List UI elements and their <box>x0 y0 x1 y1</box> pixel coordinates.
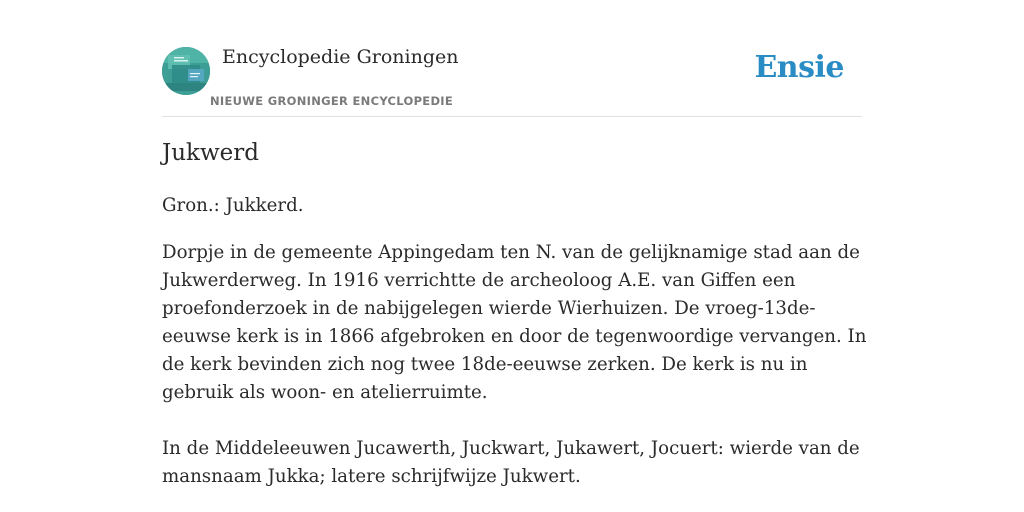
page <box>162 0 867 487</box>
entry-paragraph-description: Dorpje in de gemeente Appingedam ten N. van de gelijknamige stad aan de Jukwerderweg. In 1916 verrichtte de archeoloog A.E. van Giffen een proefonderzoek in de nabijgelegen wierde Wierhuizen. De vroeg-13de-eeuwse kerk is in 1866 afgebroken en door de tegenwoordige vervangen. In de kerk bevinden zich nog twee 18de-eeuwse zerken. De kerk is nu in gebruik als woon- en atelierruimte. <box>162 242 867 403</box>
site-logo-icon[interactable] <box>162 47 210 95</box>
site-subtitle: NIEUWE GRONINGER ENCYCLOPEDIE <box>210 94 454 108</box>
entry-title: Jukwerd <box>162 140 259 166</box>
site-title[interactable]: Encyclopedie Groningen <box>222 46 459 68</box>
entry-paragraph-etymology: In de Middeleeuwen Jucawerth, Juckwart, Jukawert, Jocuert: wierde van de mansnaam Jukka; latere schrijfwijze Jukwert. <box>162 438 860 487</box>
brand-logo[interactable]: Ensie <box>754 50 844 85</box>
site-header <box>162 0 862 117</box>
entry-paragraph-dialect: Gron.: Jukkerd. <box>162 195 304 216</box>
